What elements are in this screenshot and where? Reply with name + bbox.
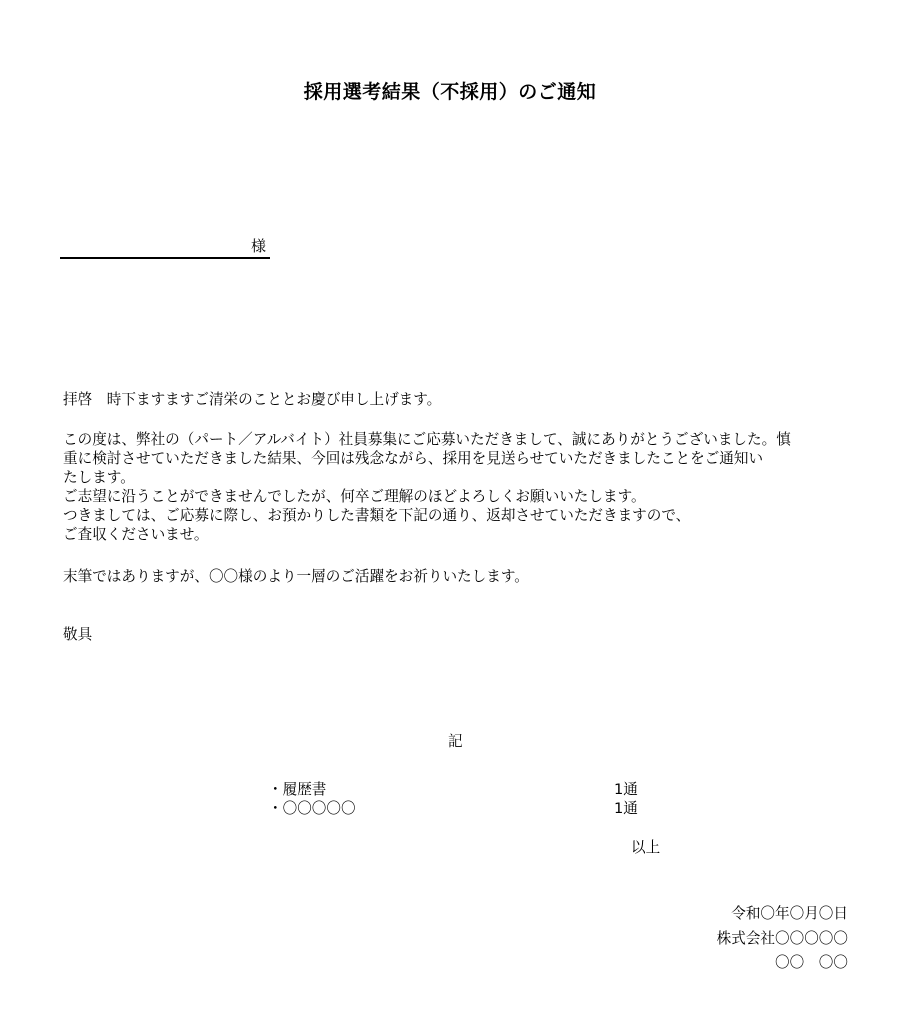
enclosure-quantity: 1通 bbox=[614, 781, 638, 798]
body-line: ご志望に沿うことができませんでしたが、何卒ご理解のほどよろしくお願いいたします。 bbox=[63, 488, 646, 505]
closing-wish: 末筆ではありますが、〇〇様のより一層のご活躍をお祈りいたします。 bbox=[63, 568, 529, 585]
recipient-honorific: 様 bbox=[250, 237, 266, 255]
sender-person: 〇〇 〇〇 bbox=[775, 954, 848, 971]
recipient-name-line bbox=[60, 235, 270, 259]
greeting-line: 拝啓 時下ますますご清栄のこととお慶び申し上げます。 bbox=[63, 391, 442, 408]
list-item bbox=[268, 780, 658, 799]
closing-keigu: 敬具 bbox=[63, 626, 93, 643]
body-line: たします。 bbox=[63, 469, 135, 486]
enclosure-name: ・履歴書 bbox=[268, 781, 327, 798]
list-item bbox=[268, 799, 658, 818]
ki-heading: 記 bbox=[448, 733, 463, 750]
enclosure-quantity: 1通 bbox=[614, 800, 638, 817]
enclosure-name: ・〇〇〇〇〇 bbox=[268, 800, 356, 817]
enclosure-list bbox=[268, 780, 658, 818]
body-line: ご査収くださいませ。 bbox=[63, 526, 209, 543]
body-paragraph bbox=[63, 430, 791, 544]
sender-block bbox=[717, 902, 848, 976]
sender-company: 株式会社〇〇〇〇〇 bbox=[716, 929, 848, 947]
body-line: つきましては、ご応募に際し、お預かりした書類を下記の通り、返却させていただきますので、 bbox=[63, 507, 691, 524]
page-title: 採用選考結果（不採用）のご通知 bbox=[303, 81, 597, 103]
ijo-end-mark: 以上 bbox=[631, 839, 661, 856]
body-line: この度は、弊社の（パート／アルバイト）社員募集にご応募いただきまして、誠にありがとうございました。慎 bbox=[63, 431, 791, 448]
body-line: 重に検討させていただきました結果、今回は残念ながら、採用を見送らせていただきましたことをご通知い bbox=[63, 450, 764, 467]
sender-date: 令和〇年〇月〇日 bbox=[731, 905, 848, 922]
